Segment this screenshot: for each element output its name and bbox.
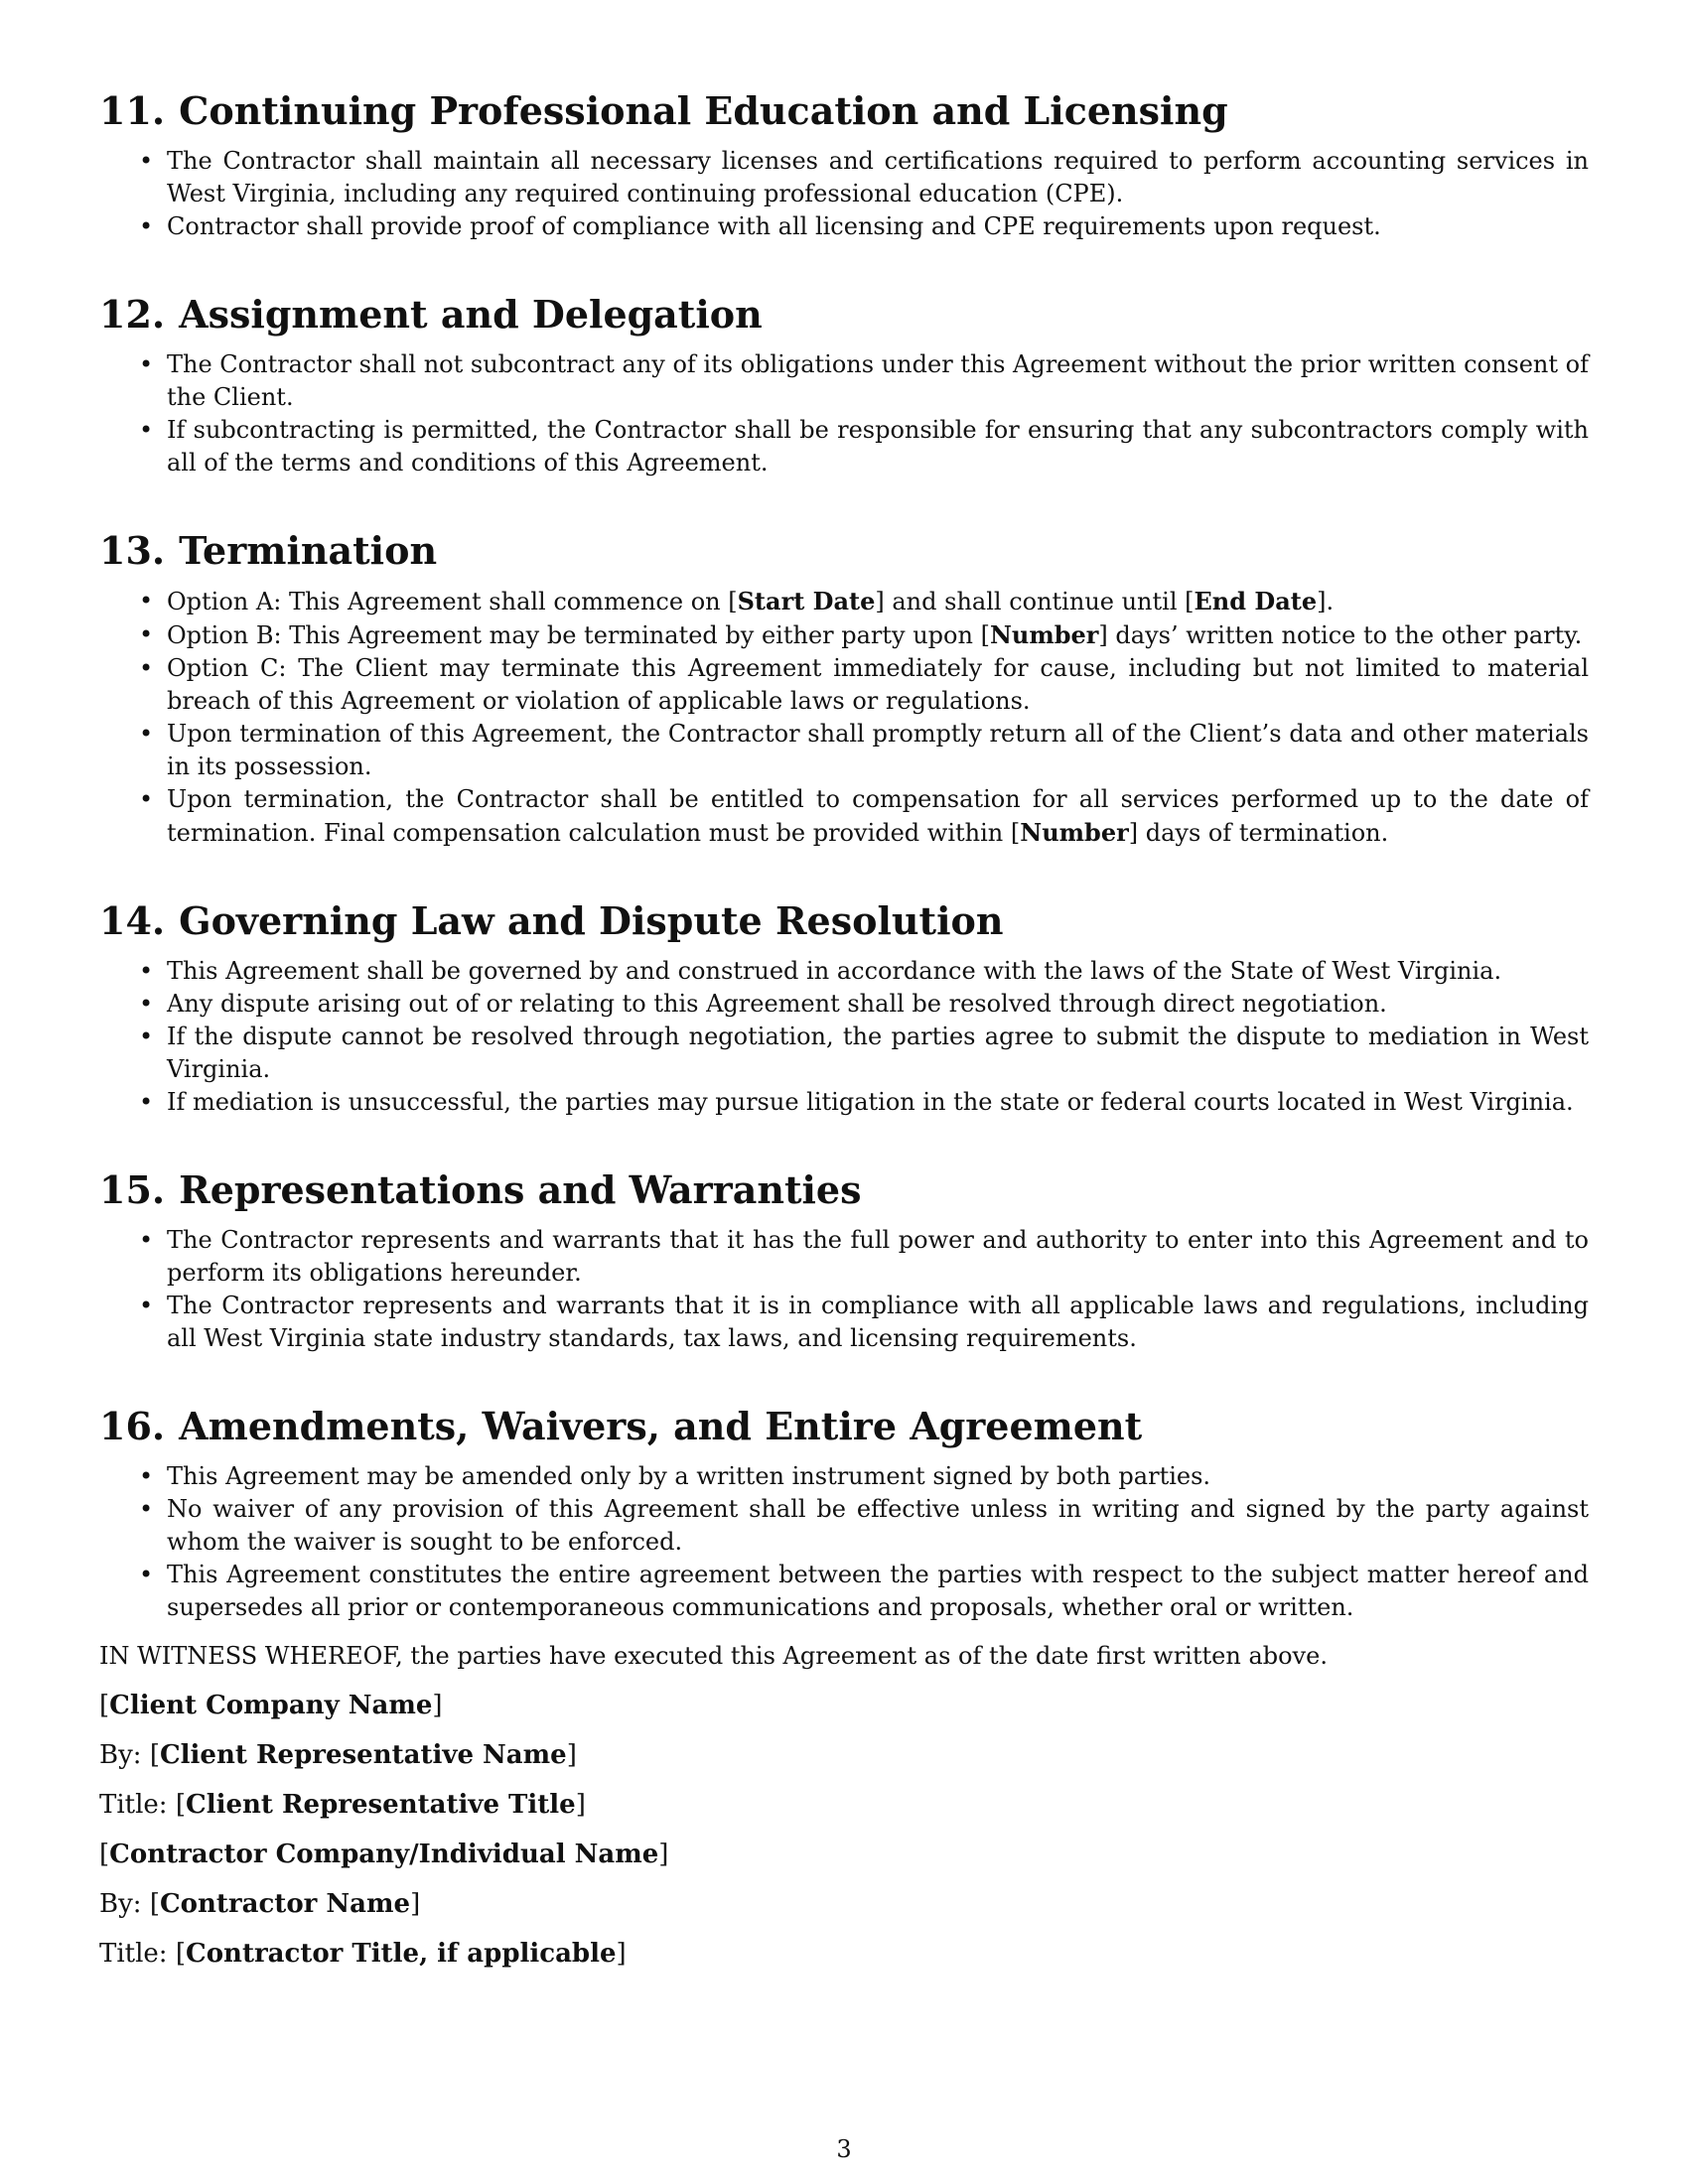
item-text: Upon termination, the Contractor shall be entitled to compensation for all services performed up to the date of termination. Final compensation calculation must be provided within [ bbox=[167, 785, 1589, 847]
item-text: Option B: This Agreement may be terminated by either party upon [ bbox=[167, 621, 990, 649]
contractor-title: Contractor Title, if applicable bbox=[186, 1939, 617, 1969]
witness-statement: IN WITNESS WHEREOF, the parties have executed this Agreement as of the date first written above. bbox=[99, 1642, 1328, 1670]
list-item bbox=[167, 783, 1589, 850]
section-16 bbox=[99, 1403, 1589, 1624]
section-15 bbox=[99, 1166, 1589, 1355]
client-by-line: By: [Client Representative Name] bbox=[99, 1740, 577, 1770]
contractor-title-line: Title: [Contractor Title, if applicable] bbox=[99, 1939, 627, 1969]
bullet-list bbox=[99, 1224, 1589, 1355]
client-title-line: Title: [Client Representative Title] bbox=[99, 1790, 586, 1820]
placeholder-start-date: Start Date bbox=[737, 587, 876, 615]
list-item: • The Contractor shall maintain all necessary licenses and certifications required to perform accounting services in West Virginia, including any required continuing professional education (CPE). bbox=[167, 145, 1589, 210]
item-text: ] days of termination. bbox=[1128, 819, 1389, 847]
placeholder-number: Number bbox=[989, 620, 1099, 649]
contractor-company-name: Contractor Company/Individual Name bbox=[109, 1840, 659, 1869]
section-heading bbox=[99, 1403, 1589, 1450]
by-label: By: bbox=[99, 1740, 142, 1770]
client-company-line: [Client Company Name] bbox=[99, 1691, 443, 1720]
section-12 bbox=[99, 291, 1589, 479]
list-item: • Upon termination of this Agreement, the Contractor shall promptly return all of the Client’s data and other materials in its possession. bbox=[167, 718, 1589, 783]
list-item: • This Agreement constitutes the entire agreement between the parties with respect to the subject matter hereof and supersedes all prior or contemporaneous communications and proposals, whether oral or written. bbox=[167, 1559, 1589, 1624]
item-text: Option A: This Agreement shall commence on [ bbox=[167, 588, 738, 615]
section-title: Termination bbox=[179, 528, 438, 573]
by-label: By: bbox=[99, 1889, 142, 1919]
list-item: • The Contractor represents and warrants that it has the full power and authority to enter into this Agreement and to perform its obligations hereunder. bbox=[167, 1224, 1589, 1290]
item-text: ]. bbox=[1317, 588, 1335, 615]
list-item bbox=[167, 585, 1589, 618]
page-number: 3 bbox=[836, 2135, 852, 2163]
list-item: • Option C: The Client may terminate this Agreement immediately for cause, including but not limited to material breach of this Agreement or violation of applicable laws or regulations. bbox=[167, 652, 1589, 718]
section-number: 15. bbox=[99, 1167, 166, 1212]
signature-block bbox=[99, 1689, 1589, 1971]
list-item: • Contractor shall provide proof of compliance with all licensing and CPE requirements upon request. bbox=[167, 210, 1589, 243]
section-heading bbox=[99, 1166, 1589, 1214]
list-item: • The Contractor represents and warrants that it is in compliance with all applicable laws and regulations, including all West Virginia state industry standards, tax laws, and licensing requirements. bbox=[167, 1290, 1589, 1355]
list-item: • The Contractor shall not subcontract any of its obligations under this Agreement without the prior written consent of the Client. bbox=[167, 348, 1589, 414]
list-item: • If subcontracting is permitted, the Contractor shall be responsible for ensuring that any subcontractors comply with all of the terms and conditions of this Agreement. bbox=[167, 414, 1589, 479]
section-number: 13. bbox=[99, 528, 166, 573]
section-heading bbox=[99, 897, 1589, 945]
contractor-by-line: By: [Contractor Name] bbox=[99, 1889, 421, 1919]
item-text: ] and shall continue until [ bbox=[875, 588, 1195, 615]
section-11 bbox=[99, 87, 1589, 243]
item-text: ] days’ written notice to the other party. bbox=[1098, 621, 1583, 649]
bullet-list bbox=[99, 1460, 1589, 1624]
list-item: • Any dispute arising out of or relating to this Agreement shall be resolved through direct negotiation. bbox=[167, 988, 1589, 1021]
list-item: • No waiver of any provision of this Agreement shall be effective unless in writing and signed by the party against whom the waiver is sought to be enforced. bbox=[167, 1493, 1589, 1559]
document-page bbox=[99, 87, 1589, 1986]
section-14 bbox=[99, 897, 1589, 1119]
section-number: 14. bbox=[99, 898, 166, 943]
section-title: Amendments, Waivers, and Entire Agreement bbox=[179, 1404, 1143, 1448]
section-heading bbox=[99, 527, 1589, 575]
bullet-list bbox=[99, 955, 1589, 1119]
bullet-list bbox=[99, 348, 1589, 479]
section-title: Assignment and Delegation bbox=[179, 292, 763, 337]
list-item: • This Agreement may be amended only by a written instrument signed by both parties. bbox=[167, 1460, 1589, 1493]
client-representative-name: Client Representative Name bbox=[159, 1740, 567, 1770]
bullet-list bbox=[99, 145, 1589, 243]
section-number: 16. bbox=[99, 1404, 166, 1448]
section-number: 11. bbox=[99, 88, 166, 133]
list-item: • If mediation is unsuccessful, the parties may pursue litigation in the state or federal courts located in West Virginia. bbox=[167, 1086, 1589, 1119]
section-heading bbox=[99, 291, 1589, 339]
list-item: • This Agreement shall be governed by and construed in accordance with the laws of the State of West Virginia. bbox=[167, 955, 1589, 988]
section-heading bbox=[99, 87, 1589, 135]
bullet-list bbox=[99, 585, 1589, 850]
list-item bbox=[167, 618, 1589, 652]
placeholder-number: Number bbox=[1020, 818, 1129, 847]
client-company-name: Client Company Name bbox=[109, 1691, 433, 1720]
section-title: Governing Law and Dispute Resolution bbox=[179, 898, 1004, 943]
contractor-name: Contractor Name bbox=[159, 1889, 411, 1919]
client-representative-title: Client Representative Title bbox=[186, 1790, 576, 1820]
title-label: Title: bbox=[99, 1939, 168, 1969]
section-title: Representations and Warranties bbox=[179, 1167, 862, 1212]
section-13 bbox=[99, 527, 1589, 850]
title-label: Title: bbox=[99, 1790, 168, 1820]
section-title: Continuing Professional Education and Licensing bbox=[179, 88, 1228, 133]
contractor-company-line: [Contractor Company/Individual Name] bbox=[99, 1840, 669, 1869]
list-item: • If the dispute cannot be resolved through negotiation, the parties agree to submit the dispute to mediation in West Virginia. bbox=[167, 1021, 1589, 1086]
section-number: 12. bbox=[99, 292, 166, 337]
placeholder-end-date: End Date bbox=[1194, 587, 1318, 615]
